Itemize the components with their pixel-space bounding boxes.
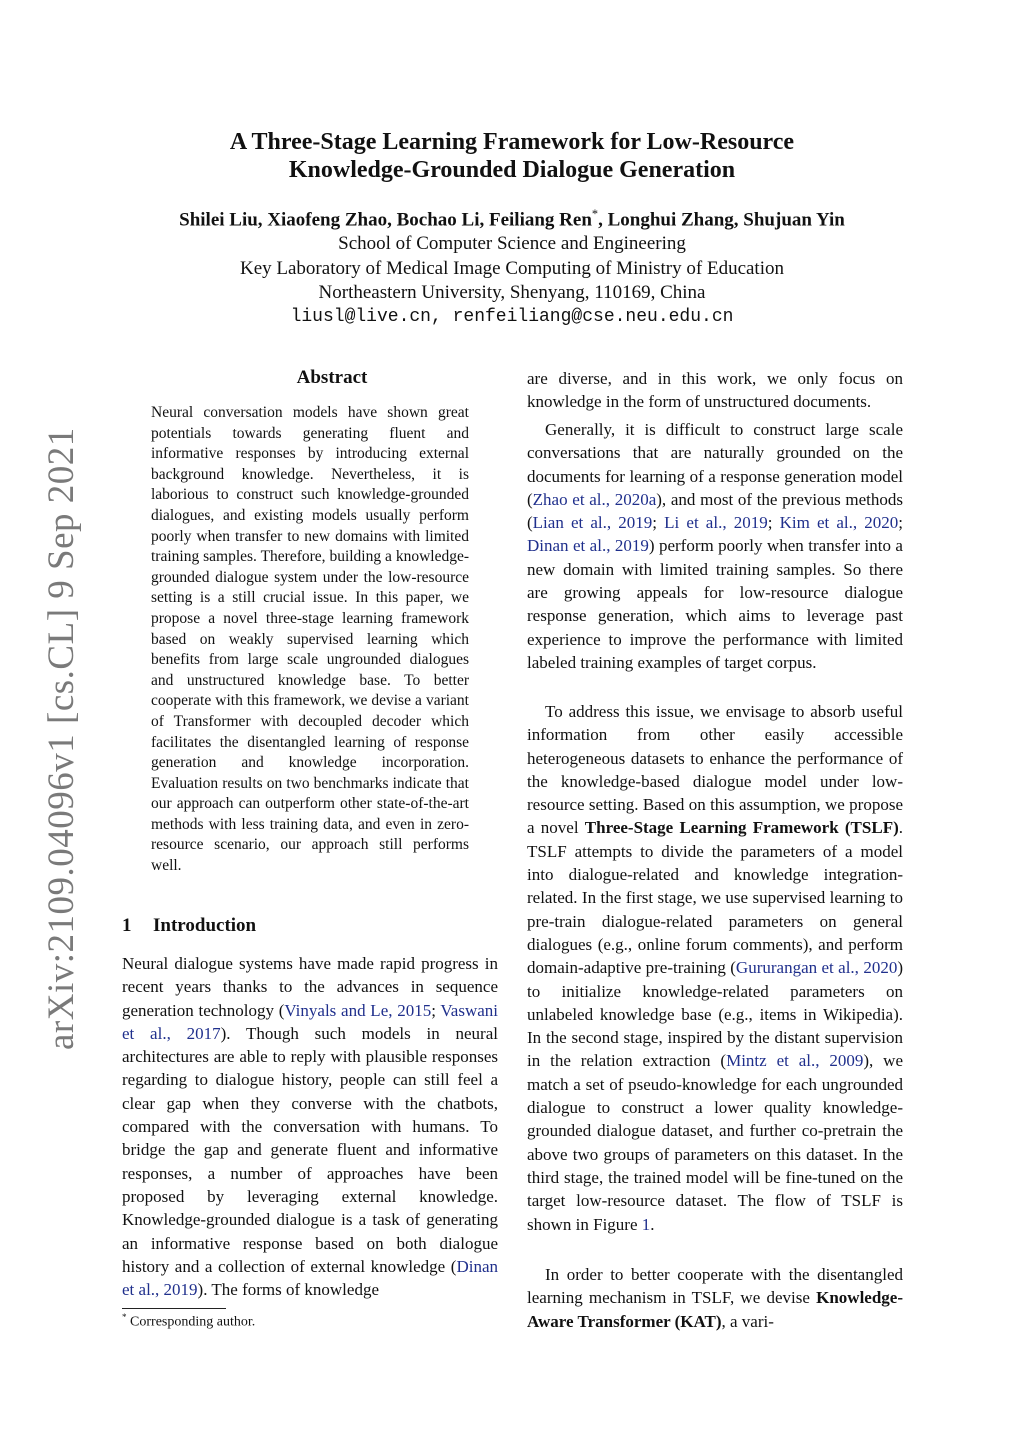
- paragraph-low-resource: [527, 418, 903, 674]
- author-emails: liusl@live.cn, renfeiliang@cse.neu.edu.cn: [290, 307, 734, 327]
- paragraph-text: . TSLF attempts to divide the parameters of a model into dialogue-related and knowledge integration-related. In the first stage, we use supervised learning to pre-train dialogue-related parameters on general dialogues (e.g., online forum comments), and perform domain-adaptive pre-training (: [527, 818, 903, 978]
- title-line-2: Knowledge-Grounded Dialogue Generation: [288, 157, 736, 183]
- corresponding-marker: *: [591, 207, 599, 221]
- paragraph-tslf: [527, 700, 903, 1236]
- paragraph-text: ) to initialize knowledge-related parameters on unlabeled knowledge base (e.g., items in Wikipedia). In the second stage, inspired by the distant supervision in the relation extraction (: [527, 958, 903, 1071]
- abstract-heading: Abstract: [296, 367, 368, 388]
- paragraph-continued: are diverse, and in this work, we only focus on knowledge in the form of unstructured documents.: [527, 369, 903, 412]
- citation-link[interactable]: Dinan et al., 2019: [122, 1256, 498, 1300]
- paragraph-text: Generally, it is difficult to construct large scale conversations that are naturally grounded on the documents for learning of a response generation model (: [527, 420, 903, 509]
- footnote: [122, 1312, 255, 1331]
- paragraph-text: ), and most of the previous methods (: [527, 489, 904, 533]
- section-title: Introduction: [153, 915, 257, 936]
- section-number: 1: [122, 915, 132, 936]
- citation-link[interactable]: Vinyals and Le, 2015: [284, 1000, 432, 1020]
- citation-link[interactable]: Dinan et al., 2019: [527, 536, 649, 556]
- bold-term-tslf: Three-Stage Learning Framework (TSLF): [584, 818, 899, 838]
- paragraph-text: , a vari-: [721, 1311, 774, 1331]
- authors-part-1: Shilei Liu, Xiaofeng Zhao, Bochao Li, Feiliang Ren: [179, 209, 592, 231]
- intro-text-3: ). Though such models in neural architectures are able to reply with plausible responses regarding to dialogue history, people can still feel a clear gap when they converse with the chatbots, compared with the conversation with humans. To bridge the gap and generate fluent and informative responses, a number of approaches have been proposed by leveraging external knowledge. Knowledge-grounded dialogue is a task of generating an informative response based on both dialogue history and a collection of external knowledge (: [122, 1023, 498, 1276]
- citation-link[interactable]: Li et al., 2019: [664, 513, 768, 533]
- affiliation-lab: Key Laboratory of Medical Image Computing of Ministry of Education: [239, 258, 784, 279]
- section-heading-introduction: [122, 915, 256, 937]
- arxiv-stamp-text: arXiv:2109.04096v1 [cs.CL] 9 Sep 2021: [41, 427, 82, 1050]
- paragraph-text: .: [650, 1214, 655, 1234]
- citation-link[interactable]: Mintz et al., 2009: [726, 1051, 864, 1071]
- figure-ref-link[interactable]: 1: [641, 1214, 651, 1234]
- authors-part-2: , Longhui Zhang, Shujuan Yin: [598, 209, 845, 231]
- footnote-divider: [122, 1308, 226, 1309]
- paragraph-text: ;: [898, 513, 903, 533]
- paragraph-text: To address this issue, we envisage to absorb useful information from other easily accessible heterogeneous datasets to enhance the performance of the knowledge-based dialogue model under low-resource setting. Based on this assumption, we propose a novel: [527, 702, 903, 838]
- footnote-marker: *: [122, 1312, 127, 1322]
- citation-link[interactable]: Zhao et al., 2020a: [532, 489, 657, 509]
- title-line-1: A Three-Stage Learning Framework for Low-Resource: [229, 129, 795, 155]
- intro-paragraph: [122, 952, 498, 1301]
- intro-text-4: ). The forms of knowledge: [197, 1280, 379, 1300]
- paragraph-kat: [527, 1263, 903, 1333]
- citation-link[interactable]: Vaswani et al., 2017: [122, 1000, 498, 1043]
- paper-title: [0, 128, 1024, 184]
- paragraph-text: ) perform poorly when transfer into a new domain with limited training samples. So there are growing appeals for low-resource dialogue response generation, which aims to leverage past experience to improve the performance with limited labeled training examples of target corpus.: [527, 536, 903, 672]
- citation-link[interactable]: Gururangan et al., 2020: [735, 958, 898, 978]
- affiliation-school: School of Computer Science and Engineering: [338, 233, 686, 254]
- paragraph-text: ;: [652, 513, 665, 533]
- abstract-text: Neural conversation models have shown great potentials towards generating fluent and informative responses by introducing external background knowledge. Nevertheless, it is laborious to construct such knowledge-grounded dialogues, and existing models usually perform poorly when transfer to new domains with limited training samples. Therefore, building a knowledge-grounded dialogue system under the low-resource setting is a still crucial issue. In this paper, we propose a novel three-stage learning framework based on weakly supervised learning which benefits from large scale ungrounded dialogues and unstructured knowledge base. To better cooperate with this framework, we devise a variant of Transformer with decoupled decoder which facilitates the disentangled learning of response generation and knowledge incorporation. Evaluation results on two benchmarks indicate that our approach can outperform other state-of-the-art methods with less training data, and even in zero-resource scenario, our approach still performs well.: [151, 404, 469, 875]
- paragraph-text: ), we match a set of pseudo-knowledge for each ungrounded dialogue to construct a lower quality knowledge-grounded dialogue dataset, and further co-pretrain the above two groups of parameters on this dataset. In the third stage, the trained model will be fine-tuned on the target low-resource dataset. The flow of TSLF is shown in Figure: [527, 1051, 903, 1234]
- intro-text-2: ;: [431, 1000, 441, 1020]
- affiliation-university: Northeastern University, Shenyang, 110169, China: [318, 282, 706, 303]
- author-list: [0, 207, 1024, 231]
- citation-link[interactable]: Lian et al., 2019: [532, 513, 653, 533]
- citation-link[interactable]: Kim et al., 2020: [779, 513, 899, 533]
- bold-term-kat: Knowledge-Aware Transformer (KAT): [527, 1288, 903, 1331]
- footnote-text: Corresponding author.: [126, 1314, 256, 1330]
- paragraph-text: In order to better cooperate with the disentangled learning mechanism in TSLF, we devise: [527, 1265, 903, 1308]
- intro-text-1: Neural dialogue systems have made rapid progress in recent years thanks to the advances in sequence generation technology (: [122, 954, 498, 1020]
- paragraph-text: ;: [767, 513, 780, 533]
